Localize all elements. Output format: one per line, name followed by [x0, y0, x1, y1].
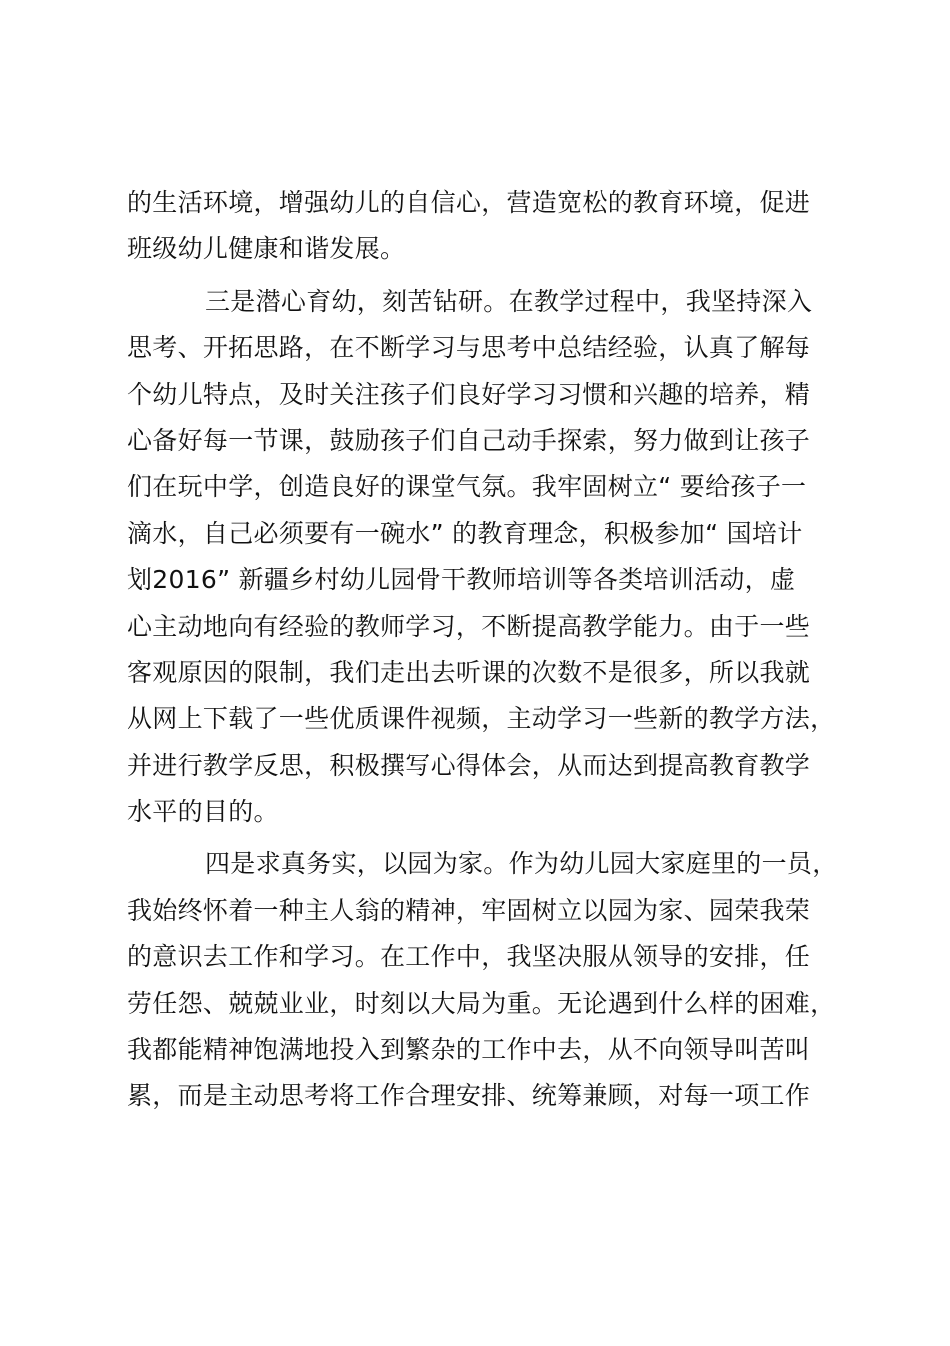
text-line: 劳任怨、兢兢业业，时刻以大局为重。无论遇到什么样的困难，	[127, 988, 836, 1018]
text-line: 水平的目的。	[127, 797, 279, 827]
text-line: 从网上下载了一些优质课件视频，主动学习一些新的教学方法，	[127, 704, 836, 734]
text-line: 思考、开拓思路，在不断学习与思考中总结经验，认真了解每	[127, 333, 811, 363]
text-line: 们在玩中学，创造良好的课堂气氛。我牢固树立“ 要给孩子一	[127, 472, 807, 502]
body-text	[127, 180, 847, 1120]
text-line: 客观原因的限制，我们走出去听课的次数不是很多，所以我就	[127, 657, 811, 687]
text-line: 的意识去工作和学习。在工作中，我坚决服从领导的安排，任	[127, 942, 811, 972]
text-line: 累，而是主动思考将工作合理安排、统筹兼顾，对每一项工作	[127, 1081, 811, 1111]
text-line: 划2016” 新疆乡村幼儿园骨干教师培训等各类培训活动，虚	[127, 565, 796, 595]
text-line: 心主动地向有经验的教师学习，不断提高教学能力。由于一些	[127, 611, 811, 641]
text-line: 并进行教学反思，积极撰写心得体会，从而达到提高教育教学	[127, 750, 811, 780]
text-line: 个幼儿特点，及时关注孩子们良好学习习惯和兴趣的培养，精	[127, 379, 811, 409]
text-line: 我都能精神饱满地投入到繁杂的工作中去，从不向领导叫苦叫	[127, 1035, 811, 1065]
text-line: 我始终怀着一种主人翁的精神，牢固树立以园为家、园荣我荣	[127, 895, 811, 925]
text-line: 滴水，自己必须要有一碗水” 的教育理念，积极参加“ 国培计	[127, 518, 803, 548]
paragraph-first-line: 四是求真务实，以园为家。作为幼儿园大家庭里的一员，	[205, 849, 838, 879]
text-line: 心备好每一节课，鼓励孩子们自己动手探索，努力做到让孩子	[127, 425, 811, 455]
text-line: 的生活环境，增强幼儿的自信心，营造宽松的教育环境，促进	[127, 188, 811, 217]
paragraph-first-line: 三是潜心育幼，刻苦钻研。在教学过程中，我坚持深入	[205, 286, 813, 316]
text-line: 班级幼儿健康和谐发展。	[127, 234, 406, 264]
